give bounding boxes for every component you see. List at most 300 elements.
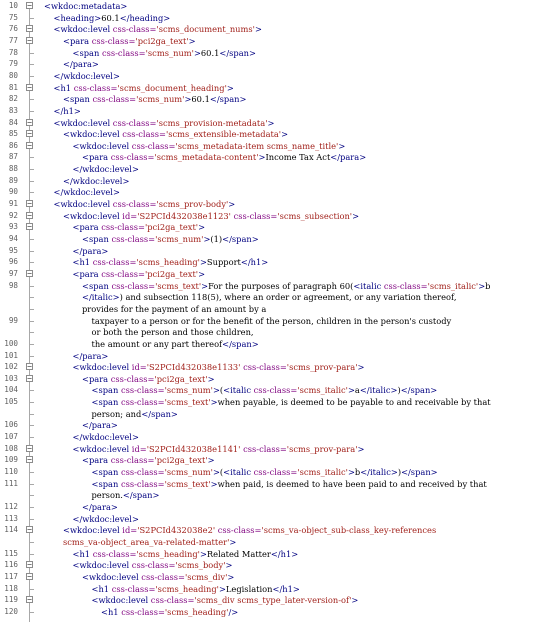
code-line[interactable] xyxy=(0,571,548,583)
fold-guide-tick xyxy=(29,589,34,590)
xml-tag: </span> xyxy=(219,47,256,58)
line-number: 79 xyxy=(8,59,18,69)
code-line[interactable] xyxy=(0,140,548,152)
line-number: 90 xyxy=(8,187,18,197)
fold-guide-tick xyxy=(29,64,34,65)
xml-value: 'S2PCId432038e2' xyxy=(137,525,216,536)
xml-attribute: css-class= xyxy=(120,385,165,396)
xml-attribute: css-class= xyxy=(121,606,165,617)
xml-value: 'S2PCId432038e1123' xyxy=(137,210,231,221)
fold-toggle-icon[interactable] xyxy=(26,270,33,277)
fold-toggle-icon[interactable] xyxy=(26,2,33,9)
fold-toggle-icon[interactable] xyxy=(26,375,33,382)
xml-value: 'scms_div scms_type_later-version-of' xyxy=(194,595,352,606)
fold-guide-tick xyxy=(29,332,34,333)
code-text[interactable] xyxy=(63,536,236,548)
line-number: 84 xyxy=(8,117,18,127)
xml-tag: </span> xyxy=(222,338,259,349)
line-number: 112 xyxy=(4,501,18,511)
xml-tag: <wkdoc:level xyxy=(63,129,123,140)
xml-tag: </span> xyxy=(400,385,438,396)
xml-attribute: css-class= xyxy=(141,571,185,582)
code-text[interactable] xyxy=(92,594,359,606)
code-text[interactable] xyxy=(73,513,139,525)
code-line[interactable] xyxy=(0,186,548,198)
xml-tag: <wkdoc:level xyxy=(72,362,132,373)
code-line[interactable] xyxy=(0,536,548,548)
code-text[interactable] xyxy=(82,233,259,245)
code-text[interactable] xyxy=(63,58,99,70)
xml-text: taxpayer to a person or for the benefit of the person, children in the person's custody xyxy=(91,315,452,326)
xml-tag: > xyxy=(199,548,207,559)
fold-toggle-icon[interactable] xyxy=(26,363,33,370)
xml-attribute: css-class= xyxy=(120,397,165,408)
xml-value: 'scms_subsection' xyxy=(277,210,353,221)
line-number: 89 xyxy=(8,175,18,185)
line-number: 100 xyxy=(4,338,18,348)
code-text[interactable] xyxy=(92,466,438,478)
xml-value: 'scms_num' xyxy=(164,385,213,396)
xml-tag: </para> xyxy=(72,245,109,256)
fold-guide-tick xyxy=(29,390,34,391)
xml-tag: > xyxy=(352,210,360,221)
line-number: 93 xyxy=(8,222,18,232)
xml-tag: > xyxy=(210,397,218,408)
code-line[interactable] xyxy=(0,245,548,257)
code-text[interactable] xyxy=(73,559,233,571)
line-number: 107 xyxy=(4,432,18,442)
fold-toggle-icon[interactable] xyxy=(26,596,33,603)
xml-attribute: css-class= xyxy=(131,140,176,151)
code-line[interactable] xyxy=(0,221,548,233)
code-text[interactable] xyxy=(73,47,256,59)
fold-toggle-icon[interactable] xyxy=(26,223,33,230)
line-number: 96 xyxy=(8,257,18,267)
xml-tag: > xyxy=(218,583,226,594)
code-line[interactable] xyxy=(0,594,548,606)
code-text[interactable] xyxy=(92,315,452,327)
xml-attribute: css-class= xyxy=(111,583,156,594)
xml-tag: > xyxy=(267,117,275,128)
fold-guide-tick xyxy=(29,169,34,170)
xml-attribute: css-class= xyxy=(101,268,145,279)
xml-tag: </wkdoc:level> xyxy=(72,164,139,175)
xml-attribute: css-class= xyxy=(92,257,137,268)
fold-toggle-icon[interactable] xyxy=(26,119,33,126)
line-number: 103 xyxy=(4,373,18,383)
fold-toggle-icon[interactable] xyxy=(26,142,33,149)
fold-guide-tick xyxy=(29,99,34,100)
xml-attribute: css-class= xyxy=(110,455,155,466)
xml-tag: > xyxy=(198,268,206,279)
code-line[interactable] xyxy=(0,384,548,396)
xml-value: 'scms_div' xyxy=(184,571,228,582)
code-text[interactable] xyxy=(63,128,288,140)
code-text[interactable] xyxy=(82,571,234,583)
xml-tag: <wkdoc:level xyxy=(63,210,123,221)
line-number: 111 xyxy=(4,478,18,488)
code-text[interactable] xyxy=(54,23,262,35)
code-text[interactable] xyxy=(73,268,206,280)
xml-tag: </para> xyxy=(82,501,118,512)
code-line[interactable] xyxy=(0,12,548,24)
line-number: 95 xyxy=(8,245,18,255)
line-number: 92 xyxy=(8,210,18,220)
line-number: 80 xyxy=(8,70,18,80)
xml-tag: <para xyxy=(82,373,111,384)
code-text[interactable] xyxy=(73,548,299,560)
code-line[interactable] xyxy=(0,548,548,560)
xml-tag: </para> xyxy=(330,152,367,163)
fold-toggle-icon[interactable] xyxy=(26,212,33,219)
xml-value: 'scms_num' xyxy=(145,47,194,58)
xml-text: Income Tax Act xyxy=(265,152,331,163)
code-line[interactable] xyxy=(0,82,548,94)
fold-toggle-icon[interactable] xyxy=(26,37,33,44)
code-line[interactable] xyxy=(0,583,548,595)
code-line[interactable] xyxy=(0,117,548,129)
code-line[interactable] xyxy=(0,559,548,571)
xml-tag: </span> xyxy=(141,408,178,419)
fold-guide-tick xyxy=(29,554,34,555)
xml-tag: </h1> xyxy=(53,105,81,116)
fold-guide-tick xyxy=(29,414,34,415)
xml-text: Legislation xyxy=(225,583,273,594)
xml-tag: <para xyxy=(72,268,102,279)
xml-tag: <h1 xyxy=(72,548,93,559)
line-number: 85 xyxy=(8,129,18,139)
xml-value: 'scms_metadata-content' xyxy=(154,152,259,163)
line-number: 102 xyxy=(4,362,18,372)
code-text[interactable] xyxy=(82,501,118,513)
line-number: 81 xyxy=(8,82,18,92)
line-number: 91 xyxy=(8,199,18,209)
code-text[interactable] xyxy=(92,396,491,408)
xml-tag: <wkdoc:metadata> xyxy=(44,1,128,11)
xml-tag: </span> xyxy=(401,467,438,477)
code-line[interactable] xyxy=(0,315,548,327)
code-line[interactable] xyxy=(0,256,548,268)
code-line[interactable] xyxy=(0,47,548,59)
code-text[interactable] xyxy=(73,256,269,268)
code-text[interactable] xyxy=(73,163,139,175)
line-number: 105 xyxy=(4,397,18,407)
code-text[interactable] xyxy=(82,151,366,163)
fold-guide-tick xyxy=(29,425,34,426)
code-text[interactable] xyxy=(54,82,234,94)
fold-guide-tick xyxy=(29,76,34,77)
xml-value: 'pci2ga_text' xyxy=(144,268,199,279)
code-line[interactable] xyxy=(0,268,548,280)
code-line[interactable] xyxy=(0,210,548,222)
code-line[interactable] xyxy=(0,408,548,420)
xml-tag: > xyxy=(212,385,220,396)
xml-tag: <wkdoc:level xyxy=(72,443,132,454)
code-line[interactable] xyxy=(0,70,548,82)
line-number: 109 xyxy=(4,455,18,465)
code-text[interactable] xyxy=(73,221,206,233)
xml-value: 'scms_document_heading' xyxy=(117,82,227,93)
code-text[interactable] xyxy=(82,373,215,385)
xml-tag: > xyxy=(203,234,211,244)
line-number: 83 xyxy=(8,105,18,115)
xml-tag: > xyxy=(207,455,215,466)
xml-attribute: css-class= xyxy=(122,129,166,140)
xml-value: 'scms_italic' xyxy=(297,467,348,477)
code-line[interactable] xyxy=(0,478,548,490)
xml-value: 'scms_num' xyxy=(164,467,213,477)
xml-tag: </italic> xyxy=(359,385,398,396)
xml-attribute: css-class= xyxy=(112,24,157,35)
xml-attribute: css-class= xyxy=(110,373,155,384)
code-text[interactable] xyxy=(54,198,236,210)
fold-guide-tick xyxy=(29,437,34,438)
code-text[interactable] xyxy=(82,280,490,292)
xml-value: 'S2PCId432038e1133' xyxy=(146,362,241,373)
xml-tag: </para> xyxy=(82,420,118,431)
code-text[interactable] xyxy=(82,419,118,431)
code-line[interactable] xyxy=(0,350,548,362)
xml-tag: > xyxy=(201,280,209,291)
line-number: 117 xyxy=(4,571,18,581)
code-text[interactable] xyxy=(54,186,120,198)
xml-text: 60.1 xyxy=(101,12,120,23)
xml-tag: <span xyxy=(63,94,93,105)
xml-tag: <heading> xyxy=(53,12,102,23)
line-number: 115 xyxy=(4,548,18,558)
xml-attribute: css-class= xyxy=(110,152,155,163)
xml-value: 'scms_prov-para' xyxy=(286,362,358,373)
code-text[interactable] xyxy=(92,338,259,350)
xml-tag: <wkdoc:level xyxy=(53,199,113,210)
code-line[interactable] xyxy=(0,501,548,513)
xml-value: 'scms_num' xyxy=(155,234,204,244)
code-text[interactable] xyxy=(54,12,171,24)
xml-tag: <span xyxy=(72,47,102,58)
xml-attribute: css-class= xyxy=(111,234,156,244)
xml-tag: <italic xyxy=(223,385,254,396)
xml-value: 'scms_italic' xyxy=(427,280,479,291)
code-text[interactable] xyxy=(63,524,436,536)
fold-toggle-icon[interactable] xyxy=(26,561,33,568)
code-text[interactable] xyxy=(73,443,365,455)
fold-guide-tick xyxy=(29,309,34,310)
code-text[interactable] xyxy=(92,478,487,490)
xml-tag: <italic xyxy=(353,280,384,291)
xml-tag: </span> xyxy=(209,94,247,105)
xml-tag: <span xyxy=(91,478,121,489)
xml-attribute: id= xyxy=(122,210,138,221)
fold-guide-tick xyxy=(29,157,34,158)
fold-guide-tick xyxy=(29,18,34,19)
xml-tag: </wkdoc:level> xyxy=(53,187,120,198)
code-text[interactable] xyxy=(101,606,238,618)
code-text[interactable] xyxy=(54,70,120,82)
code-text[interactable] xyxy=(63,35,196,47)
xml-value: 'scms_body' xyxy=(175,560,226,571)
xml-value: 'scms_prov-para' xyxy=(286,443,358,454)
code-line[interactable] xyxy=(0,163,548,175)
xml-attribute: css-class= xyxy=(120,478,165,489)
code-text[interactable] xyxy=(54,117,275,129)
code-text[interactable] xyxy=(92,384,438,396)
xml-tag: <wkdoc:level xyxy=(72,140,132,151)
xml-text: (1) xyxy=(210,234,223,244)
code-line[interactable] xyxy=(0,280,548,292)
fold-toggle-icon[interactable] xyxy=(26,445,33,452)
fold-guide-tick xyxy=(29,192,34,193)
code-text[interactable] xyxy=(73,140,346,152)
fold-guide-tick xyxy=(29,239,34,240)
xml-tag: > xyxy=(199,257,207,268)
code-line[interactable] xyxy=(0,105,548,117)
xml-tag: <wkdoc:level xyxy=(53,117,113,128)
xml-text: b xyxy=(485,280,491,291)
xml-value: 'scms_num' xyxy=(136,94,185,105)
code-line[interactable] xyxy=(0,431,548,443)
xml-value: 'pci2ga_text' xyxy=(154,455,208,466)
fold-guide-tick xyxy=(29,251,34,252)
xml-tag: <wkdoc:level xyxy=(72,560,132,571)
code-text[interactable] xyxy=(73,361,365,373)
code-line[interactable] xyxy=(0,0,548,12)
code-line[interactable] xyxy=(0,291,548,303)
code-line[interactable] xyxy=(0,513,548,525)
code-line[interactable] xyxy=(0,489,548,501)
fold-toggle-icon[interactable] xyxy=(26,573,33,580)
line-number: 114 xyxy=(4,525,18,535)
xml-tag: </wkdoc:level> xyxy=(63,175,130,186)
code-line[interactable] xyxy=(0,443,548,455)
xml-tag: <wkdoc:level xyxy=(91,595,151,606)
xml-attribute: css-class= xyxy=(112,117,157,128)
xml-attribute: css-class= xyxy=(383,280,428,291)
xml-value: 'scms_heading' xyxy=(136,257,200,268)
fold-guide-tick xyxy=(29,356,34,357)
code-line[interactable] xyxy=(0,175,548,187)
xml-tag: <italic xyxy=(223,467,254,477)
xml-tag: > xyxy=(254,24,262,35)
xml-tag: </italic> xyxy=(82,292,120,303)
xml-tag: > xyxy=(357,443,365,454)
xml-attribute: css-class= xyxy=(112,199,157,210)
xml-attribute: css-class= xyxy=(101,222,145,233)
code-line[interactable] xyxy=(0,35,548,47)
code-line[interactable] xyxy=(0,396,548,408)
code-text[interactable] xyxy=(92,583,300,595)
code-text[interactable] xyxy=(82,454,215,466)
code-text[interactable] xyxy=(73,245,109,257)
xml-tag: <h1 xyxy=(101,606,122,617)
code-text[interactable] xyxy=(63,93,246,105)
fold-toggle-icon[interactable] xyxy=(26,526,33,533)
line-number: 75 xyxy=(8,12,18,22)
code-line[interactable] xyxy=(0,606,548,618)
code-line[interactable] xyxy=(0,303,548,315)
code-line[interactable] xyxy=(0,128,548,140)
fold-toggle-icon[interactable] xyxy=(26,84,33,91)
xml-text: ) xyxy=(397,385,401,396)
code-line[interactable] xyxy=(0,93,548,105)
fold-guide-tick xyxy=(29,507,34,508)
code-line[interactable] xyxy=(0,233,548,245)
fold-toggle-icon[interactable] xyxy=(26,456,33,463)
xml-tag: </para> xyxy=(63,59,99,70)
xml-value: 'scms_provision-metadata' xyxy=(156,117,268,128)
xml-tag: </para> xyxy=(72,350,109,361)
xml-value: 'scms_metadata-item scms_name_title' xyxy=(175,140,339,151)
xml-text: ( xyxy=(219,467,224,477)
xml-tag: > xyxy=(281,129,289,140)
xml-tag: > xyxy=(226,82,234,93)
code-line[interactable] xyxy=(0,524,548,536)
xml-attribute: css-class= xyxy=(253,385,298,396)
xml-text: person. xyxy=(91,490,123,501)
xml-text: Support xyxy=(206,257,241,268)
code-line[interactable] xyxy=(0,466,548,478)
line-number: 94 xyxy=(8,234,18,243)
xml-text: person; and xyxy=(91,408,142,419)
code-text[interactable] xyxy=(82,303,266,315)
xml-tag: > xyxy=(184,94,192,105)
fold-guide-tick xyxy=(29,111,34,112)
fold-guide-tick xyxy=(29,542,34,543)
code-text[interactable] xyxy=(63,175,129,187)
line-number: 113 xyxy=(4,513,18,523)
xml-text: when payable, is deemed to be payable to and receivable by that xyxy=(217,397,491,408)
code-line[interactable] xyxy=(0,454,548,466)
xml-attribute: css-class= xyxy=(233,210,278,221)
code-text[interactable] xyxy=(54,105,81,117)
fold-toggle-icon[interactable] xyxy=(26,130,33,137)
code-line[interactable] xyxy=(0,326,548,338)
xml-text: provides for the payment of an amount by a xyxy=(82,303,267,314)
xml-tag: </span> xyxy=(222,234,259,244)
code-text[interactable] xyxy=(92,326,254,338)
code-text[interactable] xyxy=(92,489,160,501)
code-text[interactable] xyxy=(44,0,127,12)
code-text[interactable] xyxy=(92,408,178,420)
line-number: 106 xyxy=(4,420,18,430)
code-text[interactable] xyxy=(73,350,109,362)
code-text[interactable] xyxy=(63,210,359,222)
xml-value: 'pci2ga_text' xyxy=(154,373,208,384)
code-line[interactable] xyxy=(0,58,548,70)
xml-text: ) xyxy=(397,467,402,477)
code-line[interactable] xyxy=(0,151,548,163)
code-line[interactable] xyxy=(0,23,548,35)
fold-guide-tick xyxy=(29,612,34,613)
line-number: 104 xyxy=(4,385,18,395)
xml-attribute: css-class= xyxy=(217,525,262,536)
fold-guide-tick xyxy=(29,321,34,322)
code-line[interactable] xyxy=(0,373,548,385)
code-text[interactable] xyxy=(82,291,456,303)
xml-attribute: css-class= xyxy=(243,443,287,454)
code-line[interactable] xyxy=(0,198,548,210)
fold-toggle-icon[interactable] xyxy=(26,200,33,207)
code-line[interactable] xyxy=(0,361,548,373)
fold-toggle-icon[interactable] xyxy=(26,25,33,32)
xml-tag: > xyxy=(357,362,365,373)
xml-tag: <span xyxy=(82,234,112,244)
line-number: 110 xyxy=(4,467,18,476)
xml-value: 'pci2ga_text' xyxy=(144,222,199,233)
code-text[interactable] xyxy=(73,431,139,443)
code-line[interactable] xyxy=(0,419,548,431)
code-line[interactable] xyxy=(0,338,548,350)
fold-guide-tick xyxy=(29,344,34,345)
